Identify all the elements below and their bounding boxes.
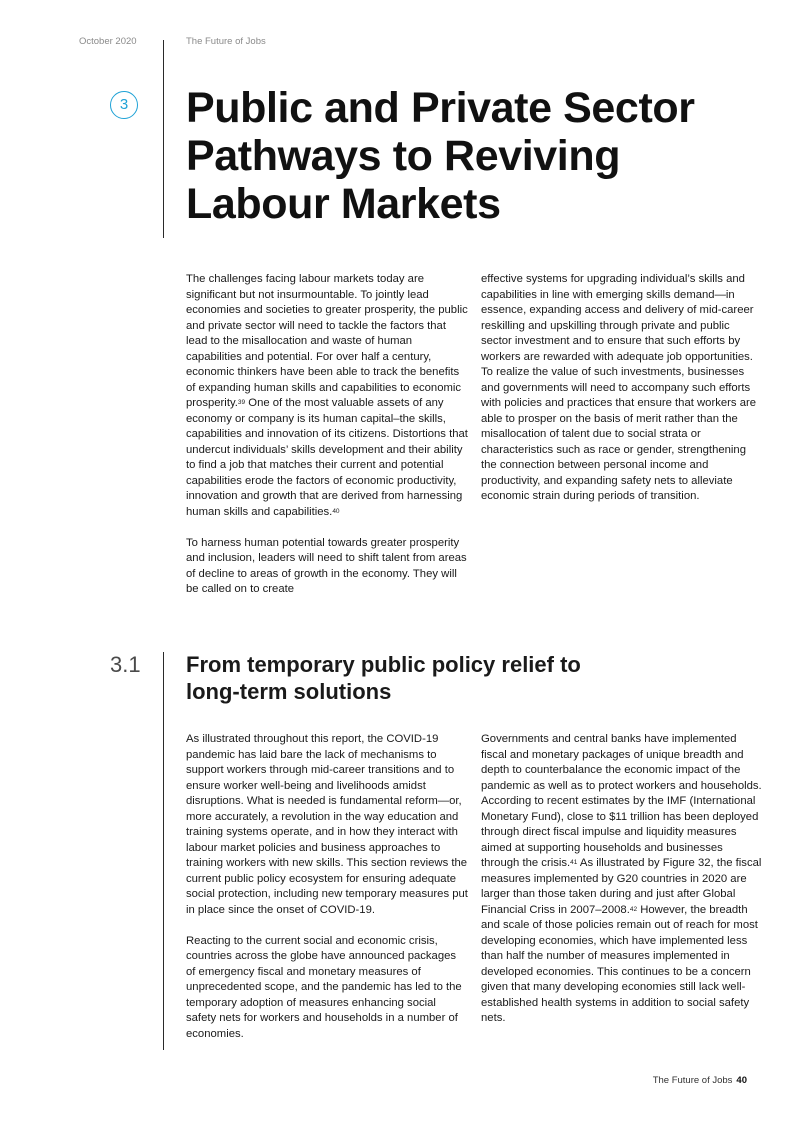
vertical-rule (163, 40, 164, 238)
intro-left-column (186, 272, 468, 613)
header-title: The Future of Jobs (186, 36, 266, 47)
vertical-rule (163, 652, 164, 1050)
intro-paragraph-3: effective systems for upgrading individual’s skills and capabilities in line with emerging skills demand—in essence, expanding access and delivery of mid-career reskilling and upskilling through private and public sector investment and to ensure that such efforts by workers are rewarded with adequate job opportunities. To realize the value of such investments, businesses and governments will need to accompany such efforts with policies and practices that ensure that workers are able to prosper on the basis of merit rather than the misallocation of talent due to social strata or characteristics such as race or gender, strengthening the connection between personal income and productivity, and expanding safety nets to alleviate economic strain during periods of transition. (481, 273, 757, 502)
section-paragraph-3: Governments and central banks have implemented fiscal and monetary packages of unique breadth and depth to counterbalance the economic impact of the pandemic as well as to protect workers and households. According to recent estimates by the IMF (International Monetary Fund), close to $11 trillion has been deployed through direct fiscal impulse and liquidity measures aimed at supporting households and businesses through the crisis.$^{41}$ As illustrated by Figure 32, the fiscal measures implemented by G20 countries in 2020 are larger than those taken during and just after Global Financial Criss in 2007–2008.42 However, the breadth and scale of those policies remain out of reach for most developing economies, which have implemented less than half the number of measures implemented in developed economies. This continues to be a concern given that many developing economies still lack well-established health systems in addition to social safety nets. (481, 733, 762, 1024)
section-paragraph-2: Reacting to the current social and economic crisis, countries across the globe have announced packages of emergency fiscal and monetary measures of unprecedented scope, and the pandemic has led to the temporary adoption of measures enhancing social safety nets for workers and households in a number of economies. (186, 934, 462, 1040)
section-title: From temporary public policy relief to long-term solutions (186, 652, 581, 704)
section-left-column (186, 732, 468, 1058)
section-right-column (481, 732, 763, 1042)
footnote-ref: 40 (332, 507, 340, 515)
footnote-ref: 42 (629, 905, 638, 913)
footer-title: The Future of Jobs (652, 1075, 733, 1086)
intro-paragraph-1: The challenges facing labour markets today are significant but not insurmountable. To jointly lead economies and societies to greater prosperity, the public and private sector will need to tackle the factors that lead to the misallocation and waste of human capabilities and potential. For over half a century, economic thinkers have been able to track the benefits of expanding human skills and capabilities to economic prosperity.$^{39}$ One of the most valuable assets of any economy or company is its human capital–the skills, capabilities and innovation of its citizens. Distortions that undercut individuals’ skills development and their ability to find a job that matches their current and potential capabilities erode the factors of economic productivity, innovation and growth that are derived from harnessing human skills and capabilities.$^{40}$ (186, 273, 468, 518)
page-footer (653, 1075, 747, 1086)
footnote-ref: 41 (570, 859, 578, 866)
footnote-ref: 39 (237, 399, 246, 406)
intro-paragraph-2: To harness human potential towards greater prosperity and inclusion, leaders will need to shift talent from areas of decline to areas of growth in the economy. They will be called on to create (186, 536, 467, 595)
chapter-number-badge: 3 (110, 91, 138, 119)
section-paragraph-1: As illustrated throughout this report, the COVID-19 pandemic has laid bare the lack of mechanisms to support workers through mid-career transitions and to ensure worker well-being and livelihoods amidst disruptions. What is needed is fundamental reform—or, more accurately, a revolution in the way education and training systems operate, and in how they interact with labour market policies and business approaches to training workers with new skills. This section reviews the current public policy ecosystem for ensuring adequate social protection, including new temporary measures put in place since the onset of COVID-19. (186, 733, 468, 916)
intro-right-column (481, 272, 763, 520)
section-number: 3.1 (110, 652, 141, 677)
header-date: October 2020 (79, 36, 137, 47)
page-number: 40 (736, 1075, 747, 1086)
chapter-title: Public and Private Sector Pathways to Reviving Labour Markets (186, 84, 695, 228)
